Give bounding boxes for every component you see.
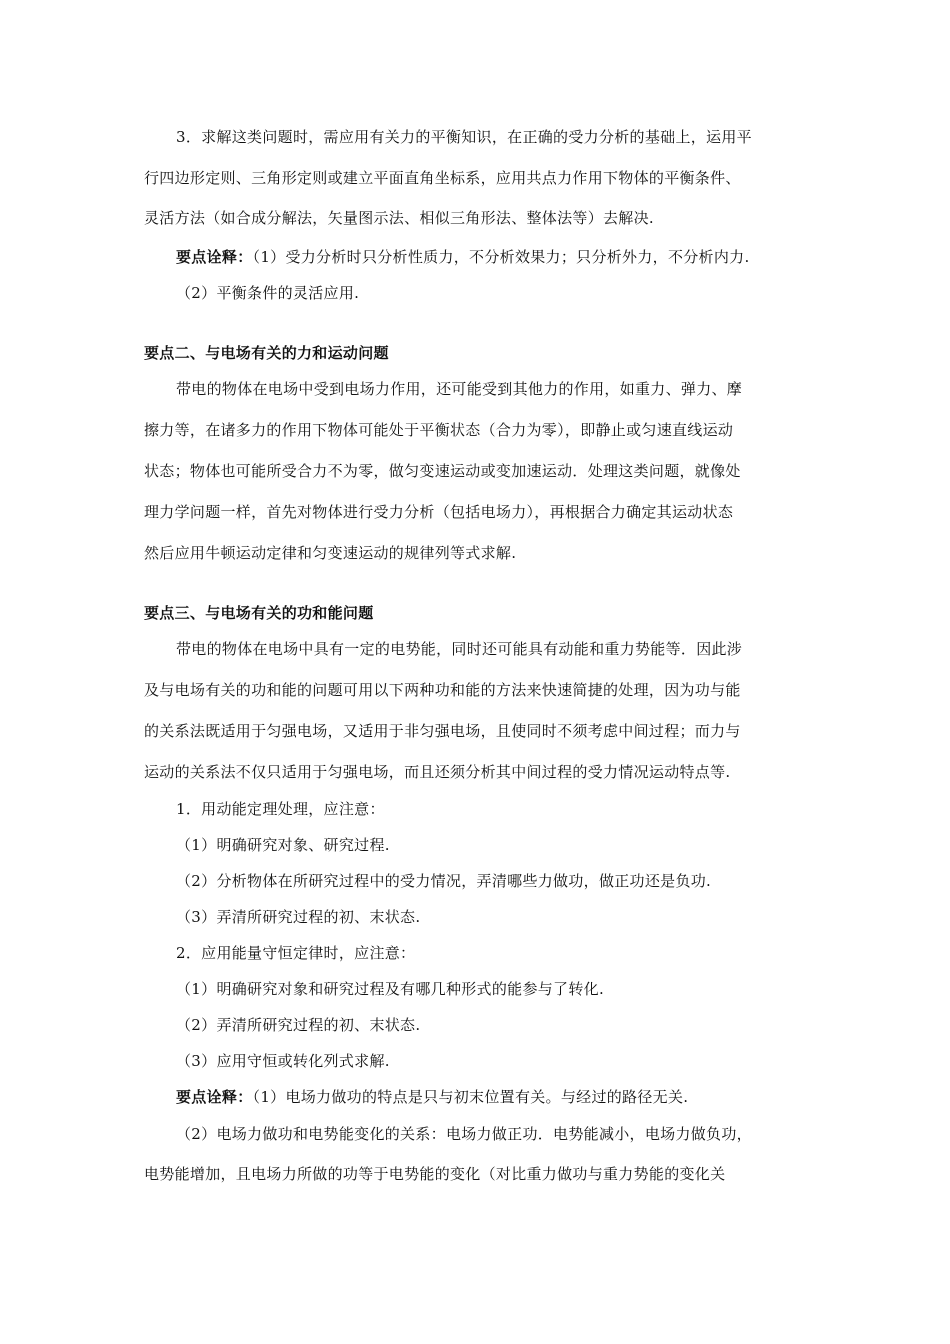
note-line [176,1087,688,1107]
paragraph-line: 行四边形定则、三角形定则或建立平面直角坐标系，应用共点力作用下物体的平衡条件、 [144,169,741,187]
paragraph-line: 3．求解这类问题时，需应用有关力的平衡知识，在正确的受力分析的基础上，运用平 [176,128,752,146]
section-heading: 要点三、与电场有关的功和能问题 [144,604,374,622]
note-label: 要点诠释： [176,248,253,266]
paragraph-line: 运动的关系法不仅只适用于匀强电场，而且还须分析其中间过程的受力情况运动特点等. [144,763,731,781]
paragraph-line: 灵活方法（如合成分解法，矢量图示法、相似三角形法、整体法等）去解决. [144,209,654,227]
list-item: （2）分析物体在所研究过程中的受力情况，弄清哪些力做功，做正功还是负功. [176,872,712,890]
note-line [176,247,750,267]
paragraph-line: 带电的物体在电场中受到电场力作用，还可能受到其他力的作用，如重力、弹力、摩 [176,380,743,398]
list-item: （1）明确研究对象和研究过程及有哪几种形式的能参与了转化. [176,980,605,998]
paragraph-line: 状态；物体也可能所受合力不为零，做匀变速运动或变加速运动．处理这类问题，就像处 [144,462,741,480]
list-item: （3）应用守恒或转化列式求解. [176,1052,390,1070]
paragraph-line: 理力学问题一样，首先对物体进行受力分析（包括电场力），再根据合力确定其运动状态 [144,503,734,521]
paragraph-line: 及与电场有关的功和能的问题可用以下两种功和能的方法来快速简捷的处理，因为功与能 [144,681,741,699]
list-item: （2）弄清所研究过程的初、末状态. [176,1016,421,1034]
list-item: 1．用动能定理处理，应注意： [176,800,385,818]
list-item: 2．应用能量守恒定律时，应注意： [176,944,416,962]
paragraph-line: 擦力等，在诸多力的作用下物体可能处于平衡状态（合力为零），即静止或匀速直线运动 [144,421,734,439]
note-label: 要点诠释： [176,1088,253,1106]
note-line: （2）平衡条件的灵活应用. [176,284,360,302]
note-line: 电势能增加，且电场力所做的功等于电势能的变化（对比重力做功与重力势能的变化关 [144,1165,726,1183]
note-line: （2）电场力做功和电势能变化的关系：电场力做正功．电势能减小，电场力做负功， [176,1125,752,1143]
note-text: （1）受力分析时只分析性质力，不分析效果力；只分析外力，不分析内力. [252,248,750,266]
note-text: （1）电场力做功的特点是只与初末位置有关。与经过的路径无关. [252,1088,689,1106]
paragraph-line: 的关系法既适用于匀强电场，又适用于非匀强电场，且使同时不须考虑中间过程；而力与 [144,722,741,740]
paragraph-line: 带电的物体在电场中具有一定的电势能，同时还可能具有动能和重力势能等．因此涉 [176,640,743,658]
list-item: （3）弄清所研究过程的初、末状态. [176,908,421,926]
section-heading: 要点二、与电场有关的力和运动问题 [144,344,389,362]
list-item: （1）明确研究对象、研究过程. [176,836,390,854]
paragraph-line: 然后应用牛顿运动定律和匀变速运动的规律列等式求解. [144,544,517,562]
